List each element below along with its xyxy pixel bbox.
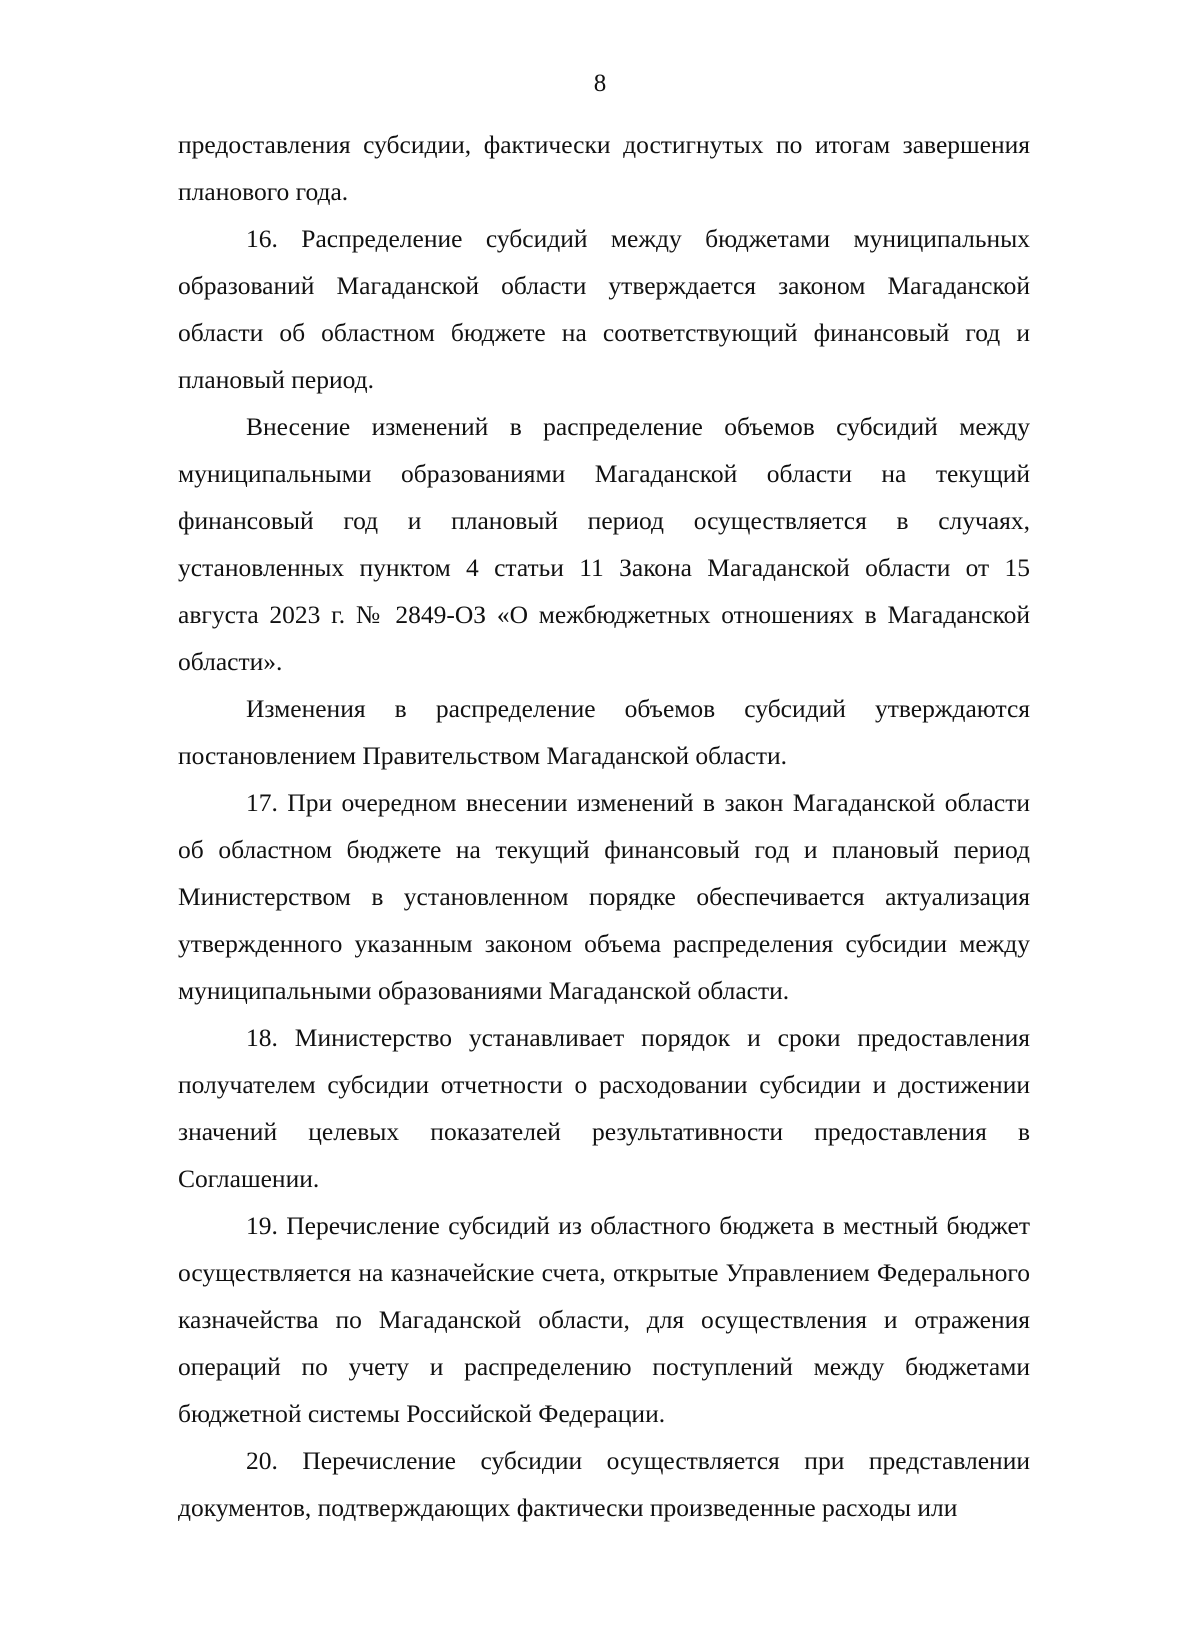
page-number: 8 (593, 70, 607, 97)
paragraph-distribution-changes: Внесение изменений в распределение объемов субсидий между муниципальными образованиями Магаданской области на текущий финансовый год и плановый период осуществляется в случаях, установленных пунктом 4 статьи 11 Закона Магаданской области от 15 августа 2023 г. № 2849-ОЗ «О межбюджетных отношениях в Магаданской области». (178, 412, 1030, 676)
paragraph-item-20: 20. Перечисление субсидии осуществляется при представлении документов, подтверждающих фактически произведенные расходы или (178, 1446, 1030, 1522)
paragraph-item-19: 19. Перечисление субсидий из областного бюджета в местный бюджет осуществляется на казначейские счета, открытые Управлением Федерального казначейства по Магаданской области, для осуществления и отражения операций по учету и распределению поступлений между бюджетами бюджетной системы Российской Федерации. (178, 1211, 1030, 1428)
document-body (178, 121, 1030, 1531)
paragraph-continuation: предоставления субсидии, фактически достигнутых по итогам завершения планового года. (178, 130, 1030, 206)
paragraph-item-18: 18. Министерство устанавливает порядок и сроки предоставления получателем субсидии отчетности о расходовании субсидии и достижении значений целевых показателей результативности предоставления в Соглашении. (178, 1023, 1030, 1193)
paragraph-changes-approval: Изменения в распределение объемов субсидий утверждаются постановлением Правительством Магаданской области. (178, 694, 1030, 770)
paragraph-item-17: 17. При очередном внесении изменений в закон Магаданской области об областном бюджете на текущий финансовый год и плановый период Министерством в установленном порядке обеспечивается актуализация утвержденного указанным законом объема распределения субсидии между муниципальными образованиями Магаданской области. (178, 788, 1030, 1005)
paragraph-item-16: 16. Распределение субсидий между бюджетами муниципальных образований Магаданской области утверждается законом Магаданской области об областном бюджете на соответствующий финансовый год и плановый период. (178, 224, 1030, 394)
